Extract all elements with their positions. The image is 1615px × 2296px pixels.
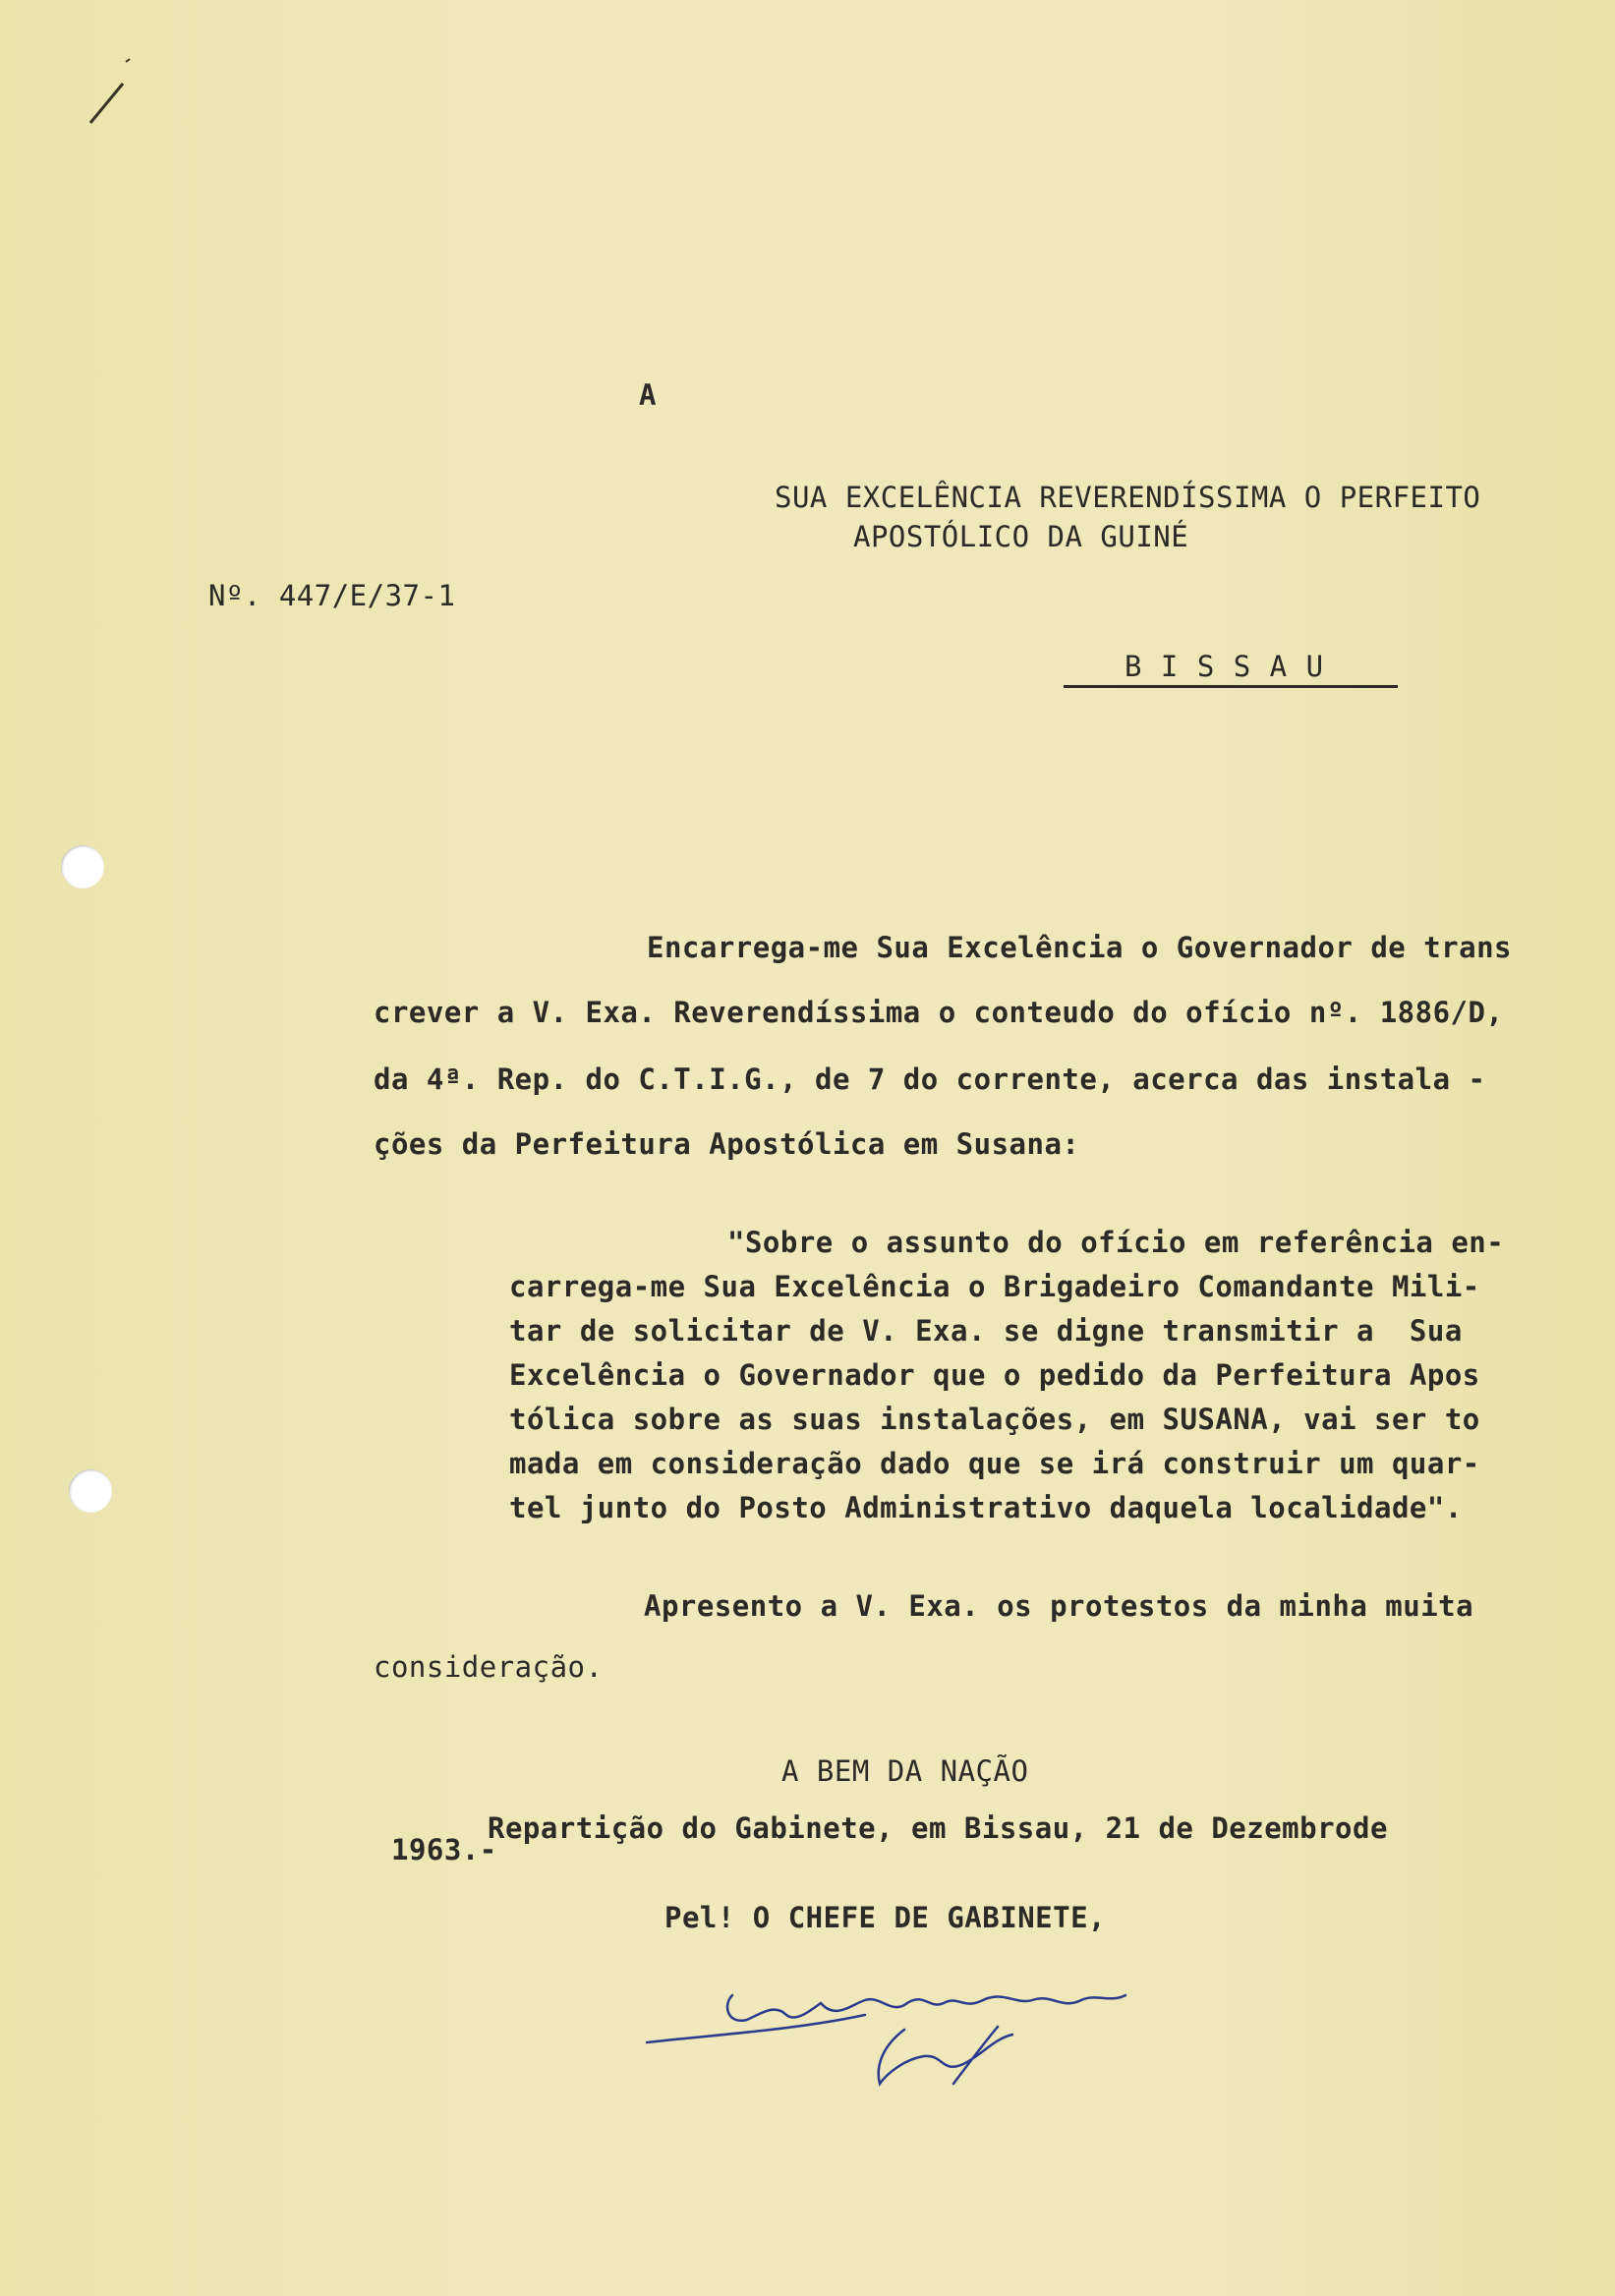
quote-line-4: Excelência o Governador que o pedido da Perfeitura Apos [509,1358,1480,1392]
recipient-line-2: APOSTÓLICO DA GUINÉ [853,520,1189,553]
quote-line-5: tólica sobre as suas instalações, em SUSANA, vai ser to [509,1403,1480,1436]
city-underline [1064,685,1398,688]
recipient-line-1: SUA EXCELÊNCIA REVERENDÍSSIMA O PERFEITO [775,481,1481,514]
quote-line-1: "Sobre o assunto do ofício em referência en- [727,1226,1505,1259]
punch-hole-bottom [69,1469,112,1513]
salutation-a: A [639,378,657,412]
quote-line-6: mada em consideração dado que se irá construir um quar- [509,1447,1480,1480]
closing-line-2: consideração. [374,1650,604,1684]
destination-city: B I S S A U [1125,650,1325,683]
reference-number: Nº. 447/E/37-1 [208,579,456,612]
quote-line-7: tel junto do Posto Administrativo daquela localidade". [509,1491,1463,1524]
body-line-3: da 4ª. Rep. do C.T.I.G., de 7 do corrente, acerca das instala - [374,1062,1486,1096]
quote-line-2: carrega-me Sua Excelência o Brigadeiro Comandante Mili- [509,1270,1480,1303]
motto: A BEM DA NAÇÃO [781,1754,1029,1788]
closing-line-1: Apresento a V. Exa. os protestos da minha muita [644,1589,1474,1623]
quote-line-3: tar de solicitar de V. Exa. se digne transmitir a Sua [509,1314,1463,1348]
body-line-2: crever a V. Exa. Reverendíssima o conteudo do ofício nº. 1886/D, [374,996,1504,1029]
date-year: 1963.- [391,1833,497,1866]
punch-hole-top [61,845,104,889]
handwritten-signature [629,1966,1180,2113]
pencil-tick-mark [79,54,138,133]
body-line-1: Encarrega-me Sua Excelência o Governador de trans [647,931,1513,964]
signatory-title: Pel! O CHEFE DE GABINETE, [664,1901,1106,1934]
date-line: Repartição do Gabinete, em Bissau, 21 de Dezembrode [488,1811,1388,1845]
body-line-4: ções da Perfeitura Apostólica em Susana: [374,1127,1080,1161]
